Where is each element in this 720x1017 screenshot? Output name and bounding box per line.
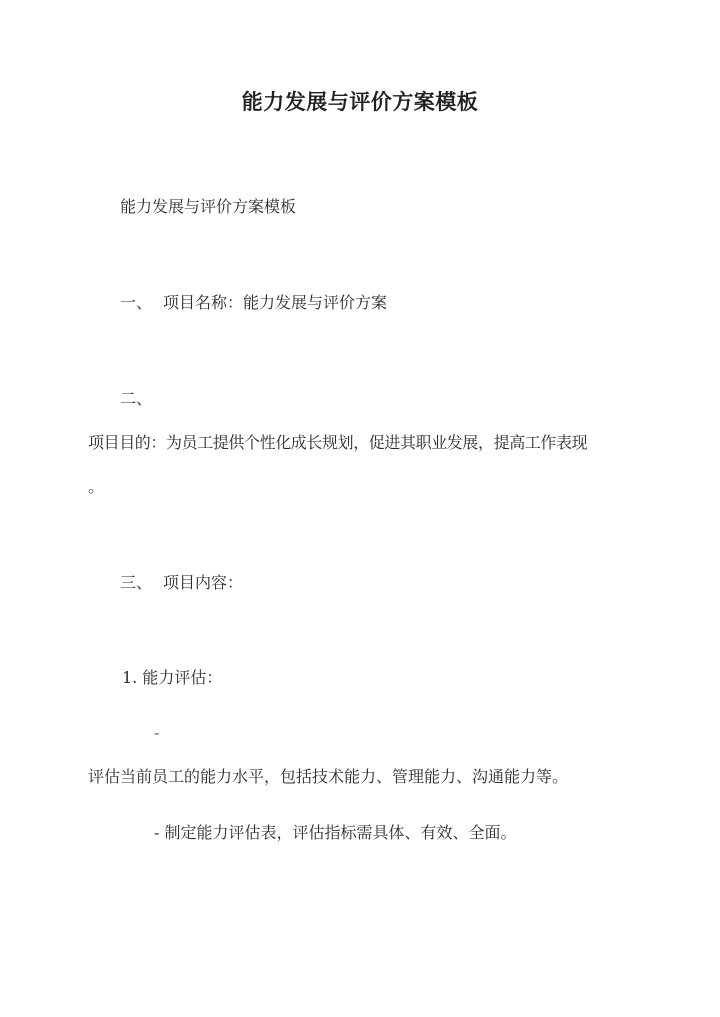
section-1-text: 项目名称：能力发展与评价方案 bbox=[163, 293, 388, 312]
document-title: 能力发展与评价方案模板 bbox=[241, 89, 479, 114]
section-2-marker: 二、 bbox=[120, 389, 153, 408]
section-2-text-line-2: 。 bbox=[88, 477, 105, 496]
item-1-heading: 1. 能力评估： bbox=[122, 668, 223, 687]
item-1-bullet-1: 评估当前员工的能力水平，包括技术能力、管理能力、沟通能力等。 bbox=[88, 767, 569, 786]
item-1-dash: - bbox=[154, 723, 160, 742]
section-3-marker: 三、 bbox=[120, 573, 153, 592]
section-3-text: 项目内容： bbox=[163, 573, 244, 592]
section-1-marker: 一、 bbox=[120, 293, 153, 312]
document-subtitle: 能力发展与评价方案模板 bbox=[120, 197, 297, 216]
item-1-bullet-2: - 制定能力评估表，评估指标需具体、有效、全面。 bbox=[154, 823, 517, 842]
section-2-text-line-1: 项目目的：为员工提供个性化成长规划，促进其职业发展，提高工作表现 bbox=[88, 433, 588, 452]
